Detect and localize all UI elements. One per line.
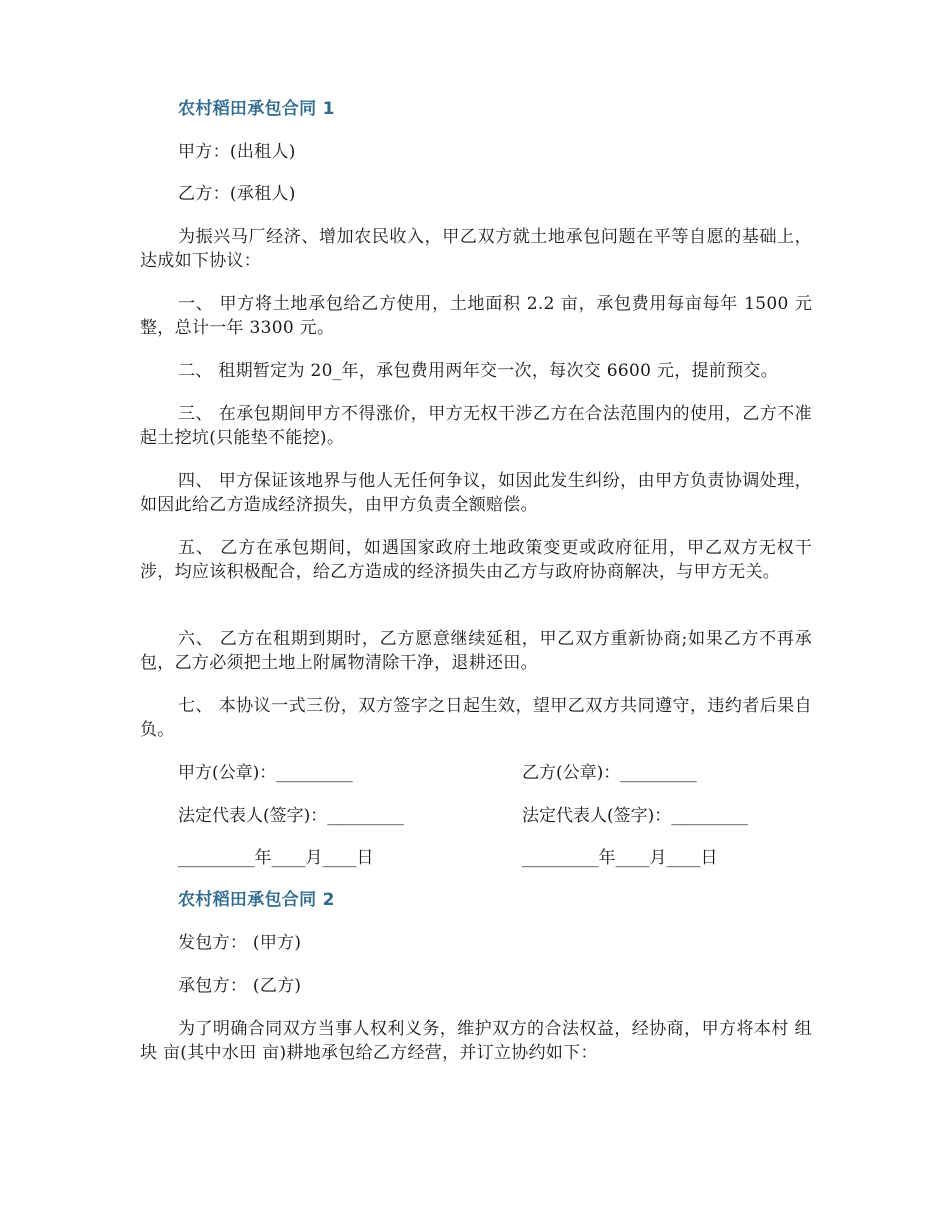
clause-1: 一、 甲方将土地承包给乙方使用，土地面积 2.2 亩，承包费用每亩每年 1500 元整，总计一年 3300 元。 — [140, 294, 812, 338]
contract-1-intro: 为振兴马厂经济、增加农民收入，甲乙双方就土地承包问题在平等自愿的基础上，达成如下协议： — [140, 227, 812, 271]
clause-7: 七、 本协议一式三份，双方签字之日起生效，望甲乙双方共同遵守，违约者后果自负。 — [140, 696, 812, 740]
contract-2-title: 农村稻田承包合同 2 — [178, 890, 335, 910]
contractor-label: 承包方： (乙方) — [178, 976, 302, 996]
party-a-seal-line: 甲方(公章)：_________ — [178, 763, 353, 783]
clause-2: 二、 租期暂定为 20_年，承包费用两年交一次，每次交 6600 元，提前预交。 — [178, 361, 779, 381]
issuer-label: 发包方： (甲方) — [178, 933, 302, 953]
party-b-label: 乙方：(承租人) — [178, 184, 296, 204]
party-a-label: 甲方：(出租人) — [178, 142, 296, 162]
party-a-date-line: _________年____月____日 — [178, 848, 374, 868]
clause-4: 四、 甲方保证该地界与他人无任何争议，如因此发生纠纷，由甲方负责协调处理，如因此给乙方造成经济损失，由甲方负责全额赔偿。 — [140, 471, 812, 515]
party-b-seal-line: 乙方(公章)：_________ — [522, 763, 697, 783]
contract-1-title: 农村稻田承包合同 1 — [178, 99, 335, 119]
party-a-representative-line: 法定代表人(签字)：_________ — [178, 806, 404, 826]
party-b-representative-line: 法定代表人(签字)：_________ — [522, 806, 748, 826]
clause-5: 五、 乙方在承包期间，如遇国家政府土地政策变更或政府征用，甲乙双方无权干涉，均应该积极配合，给乙方造成的经济损失由乙方与政府协商解决，与甲方无关。 — [140, 538, 812, 582]
clause-3: 三、 在承包期间甲方不得涨价，甲方无权干涉乙方在合法范围内的使用，乙方不准起土挖坑(只能垫不能挖)。 — [140, 404, 812, 448]
party-b-date-line: _________年____月____日 — [522, 848, 718, 868]
clause-6: 六、 乙方在租期到期时，乙方愿意继续延租，甲乙双方重新协商;如果乙方不再承包，乙方必须把土地上附属物清除干净，退耕还田。 — [140, 629, 812, 673]
contract-2-intro: 为了明确合同双方当事人权利义务，维护双方的合法权益，经协商，甲方将本村 组 块 亩(其中水田 亩)耕地承包给乙方经营，并订立协约如下： — [140, 1019, 812, 1063]
